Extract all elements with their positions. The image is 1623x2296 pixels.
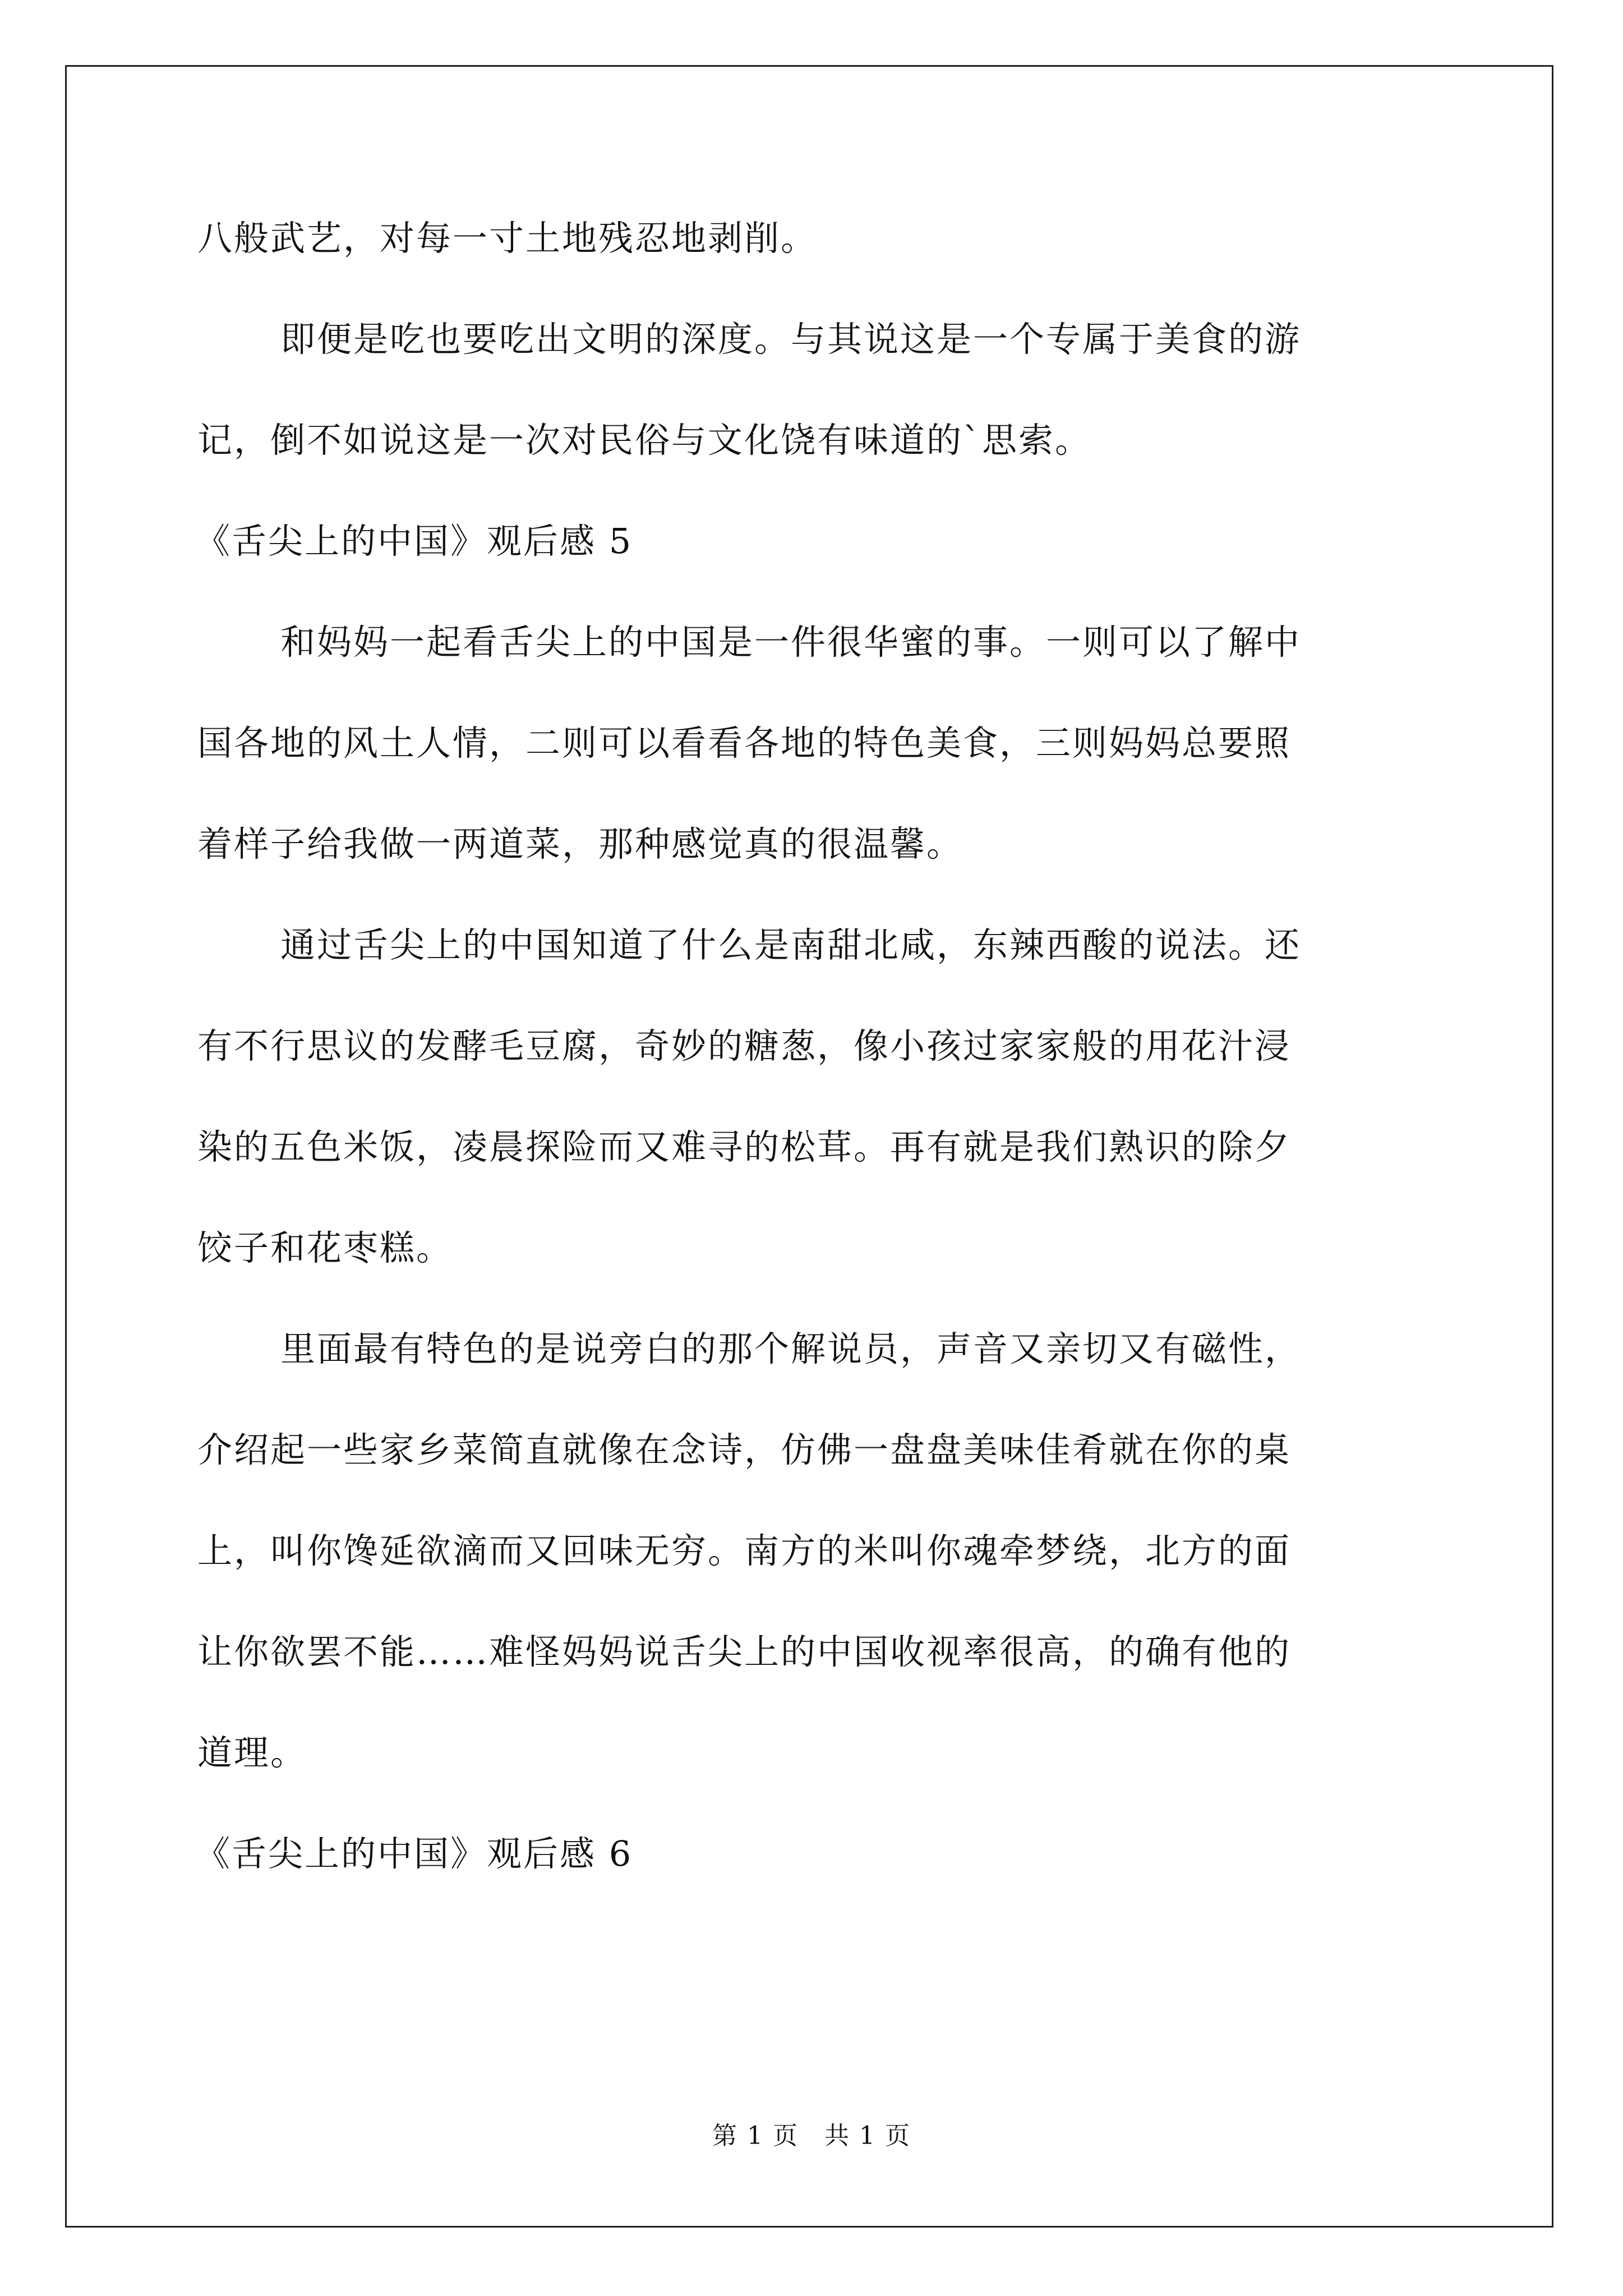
- text-line: 道理。: [197, 1732, 307, 1773]
- page-number-footer: 第 1 页 共 1 页: [712, 2122, 911, 2150]
- text-line: 上，叫你馋延欲滴而又回味无穷。南方的米叫你魂牵梦绕，北方的面: [197, 1530, 1292, 1571]
- section-heading: 《舌尖上的中国》观后感 6: [195, 1833, 633, 1874]
- paragraph-line: 即便是吃也要吃出文明的深度。与其说这是一个专属于美食的游: [280, 319, 1302, 360]
- section-heading: 《舌尖上的中国》观后感 5: [195, 521, 633, 562]
- text-line: 介绍起一些家乡菜简直就像在念诗，仿佛一盘盘美味佳肴就在你的桌: [197, 1429, 1292, 1470]
- paragraph-line: 和妈妈一起看舌尖上的中国是一件很华蜜的事。一则可以了解中: [280, 622, 1302, 662]
- paragraph-line: 里面最有特色的是说旁白的那个解说员，声音又亲切又有磁性，: [280, 1328, 1302, 1369]
- text-line: 着样子给我做一两道菜，那种感觉真的很温馨。: [197, 823, 963, 864]
- text-line: 八般武艺，对每一寸土地残忍地剥削。: [197, 218, 818, 259]
- text-line: 国各地的风土人情，二则可以看看各地的特色美食，三则妈妈总要照: [197, 723, 1292, 763]
- text-line: 让你欲罢不能……难怪妈妈说舌尖上的中国收视率很高，的确有他的: [197, 1631, 1292, 1672]
- text-line: 染的五色米饭，凌晨探险而又难寻的松茸。再有就是我们熟识的除夕: [197, 1126, 1292, 1167]
- text-line: 记，倒不如说这是一次对民俗与文化饶有味道的`思索。: [197, 420, 1092, 461]
- paragraph-line: 通过舌尖上的中国知道了什么是南甜北咸，东辣西酸的说法。还: [280, 924, 1302, 965]
- text-line: 有不行思议的发酵毛豆腐，奇妙的糖葱，像小孩过家家般的用花汁浸: [197, 1025, 1292, 1066]
- text-line: 饺子和花枣糕。: [197, 1227, 453, 1268]
